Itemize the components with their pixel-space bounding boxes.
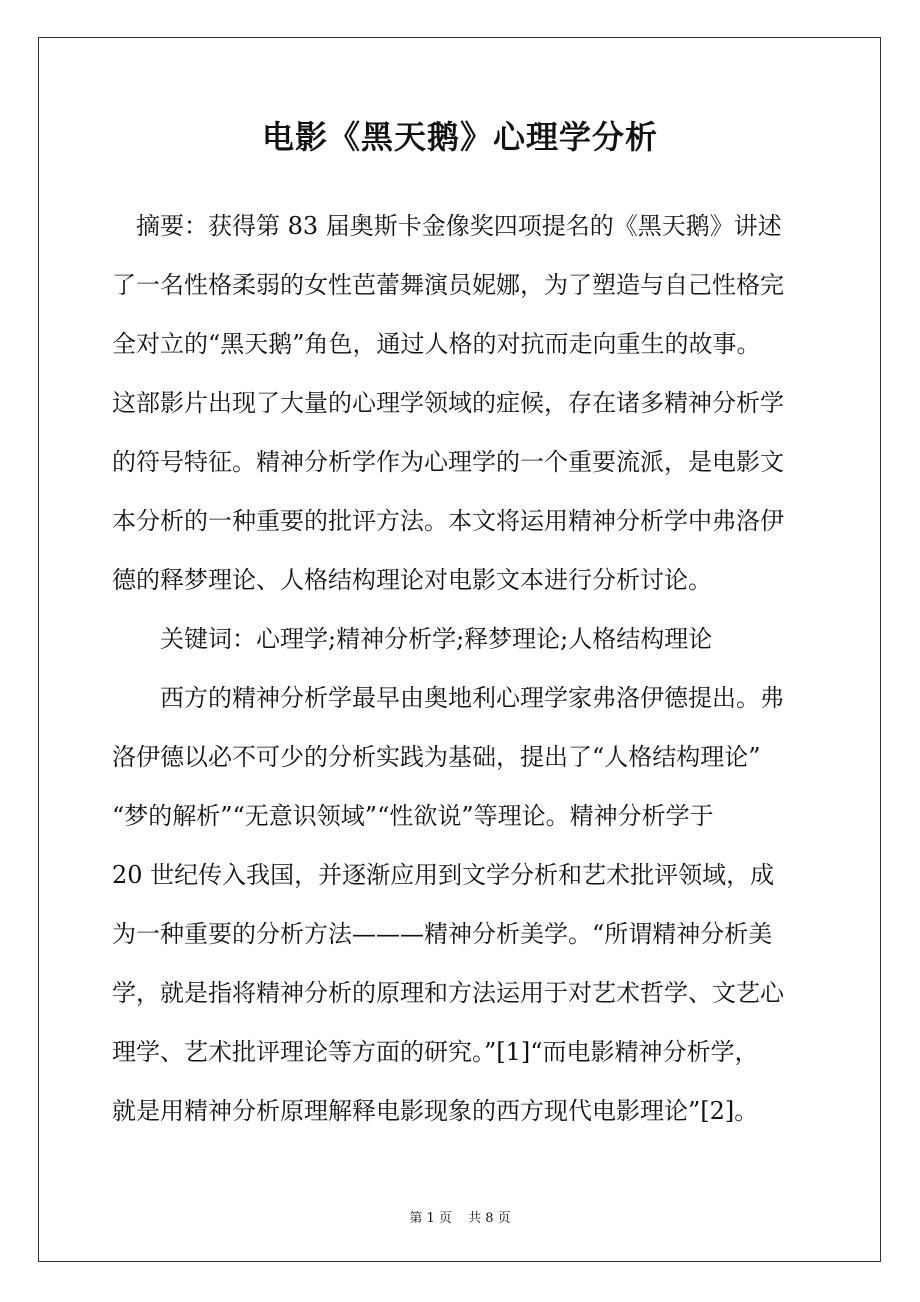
abstract-line: 这部影片出现了大量的心理学领域的症候，存在诸多精神分析学	[112, 389, 784, 417]
abstract-paragraph	[112, 197, 812, 610]
abstract-line: 摘要：获得第 83 届奥斯卡金像奖四项提名的《黑天鹅》讲述	[136, 212, 782, 240]
page-number-current: 第 1 页	[409, 1211, 452, 1226]
body-line: 洛伊德以必不可少的分析实践为基础，提出了“人格结构理论”	[112, 743, 761, 771]
abstract-line: 全对立的“黑天鹅”角色，通过人格的对抗而走向重生的故事。	[112, 330, 761, 358]
body-line: “梦的解析”“无意识领域”“性欲说”等理论。精神分析学于	[112, 802, 714, 830]
keywords-line: 关键词：心理学;精神分析学;释梦理论;人格结构理论	[160, 625, 713, 653]
body-paragraph	[112, 669, 812, 1141]
page-number-total: 共 8 页	[468, 1211, 511, 1226]
abstract-line: 了一名性格柔弱的女性芭蕾舞演员妮娜，为了塑造与自己性格完	[112, 271, 784, 299]
body-line: 20 世纪传入我国，并逐渐应用到文学分析和艺术批评领域，成	[112, 861, 775, 889]
abstract-line: 本分析的一种重要的批评方法。本文将运用精神分析学中弗洛伊	[112, 507, 784, 535]
body-line: 就是用精神分析原理解释电影现象的西方现代电影理论”[2]。	[112, 1097, 759, 1125]
abstract-line: 德的释梦理论、人格结构理论对电影文本进行分析讨论。	[112, 566, 712, 594]
body-line: 西方的精神分析学最早由奥地利心理学家弗洛伊德提出。弗	[160, 684, 784, 712]
abstract-line: 的符号特征。精神分析学作为心理学的一个重要流派，是电影文	[112, 448, 784, 476]
body-line: 理学、艺术批评理论等方面的研究。”[1]“而电影精神分析学，	[112, 1038, 759, 1066]
body-line: 学，就是指将精神分析的原理和方法运用于对艺术哲学、文艺心	[112, 979, 784, 1007]
page-footer	[0, 1207, 920, 1226]
body-line: 为一种重要的分析方法———精神分析美学。“所谓精神分析美	[112, 920, 773, 948]
keywords-paragraph	[112, 610, 812, 669]
document-title: 电影《黑天鹅》心理学分析	[261, 118, 658, 156]
document-body	[112, 197, 812, 1141]
